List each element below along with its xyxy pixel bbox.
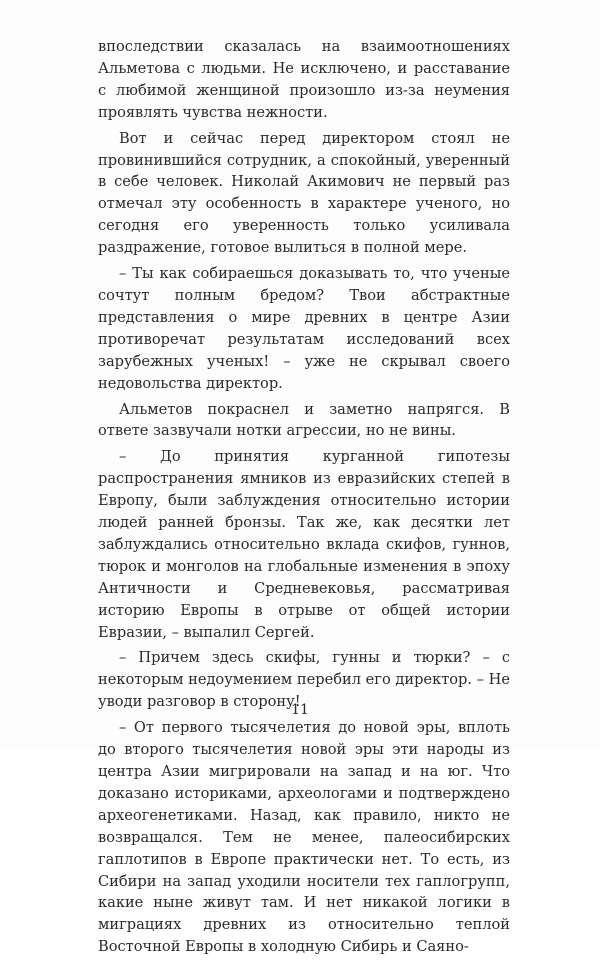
paragraph: – До принятия курганной гипотезы распространения ямников из евразийских степей в Европу, были заблуждения относительно истории людей ранней бронзы. Так же, как десятки лет заблуждались относительно вклада скифов, гуннов, тюрок и монголов на глобальные изменения в эпоху Античности и Средневековья, рассматривая историю Европы в отрыве от общей истории Евразии, – выпалил Сергей. — [98, 448, 510, 641]
paragraph: Альметов покраснел и заметно напрягся. В ответе зазвучали нотки агрессии, но не вины. — [98, 400, 510, 440]
body-text — [98, 36, 510, 962]
paragraph: впоследствии сказалась на взаимоотношениях Альметова с людьми. Не исключено, и расставание с любимой женщиной произошло из-за неумения проявлять чувства нежности. — [98, 38, 510, 121]
paragraph: Вот и сейчас перед директором стоял не провинившийся сотрудник, а спокойный, уверенный в себе человек. Николай Акимович не первый раз отмечал эту особенность в характере ученого, но сегодня его уверенность только усиливала раздражение, готовое вылиться в полной мере. — [98, 129, 510, 257]
paragraph: – Ты как собираешься доказывать то, что ученые сочтут полным бредом? Твои абстрактные представления о мире древних в центре Азии противоречат результатам исследований всех зарубежных ученых! – уже не скрывал своего недовольства директор. — [98, 265, 510, 392]
page-number: 11 — [291, 702, 309, 718]
paragraph: – Причем здесь скифы, гунны и тюрки? – с некоторым недоумением перебил его директор. – Не уводи разговор в сторону! — [98, 649, 510, 711]
paragraph: – От первого тысячелетия до новой эры, вплоть до второго тысячелетия новой эры эти народы из центра Азии мигрировали на запад и на юг. Что доказано историками, археологами и подтверждено археогенетиками. Назад, как правило, никто не возвращался. Тем не менее, палеосибирских гаплотипов в Европе практически нет. То есть, из Сибири на запад уходили носители тех гаплогрупп, какие ныне живут там. И нет никакой логики в миграциях древних из относительно теплой Восточной Европы в холодную Сибирь и Саяно- — [98, 719, 510, 956]
